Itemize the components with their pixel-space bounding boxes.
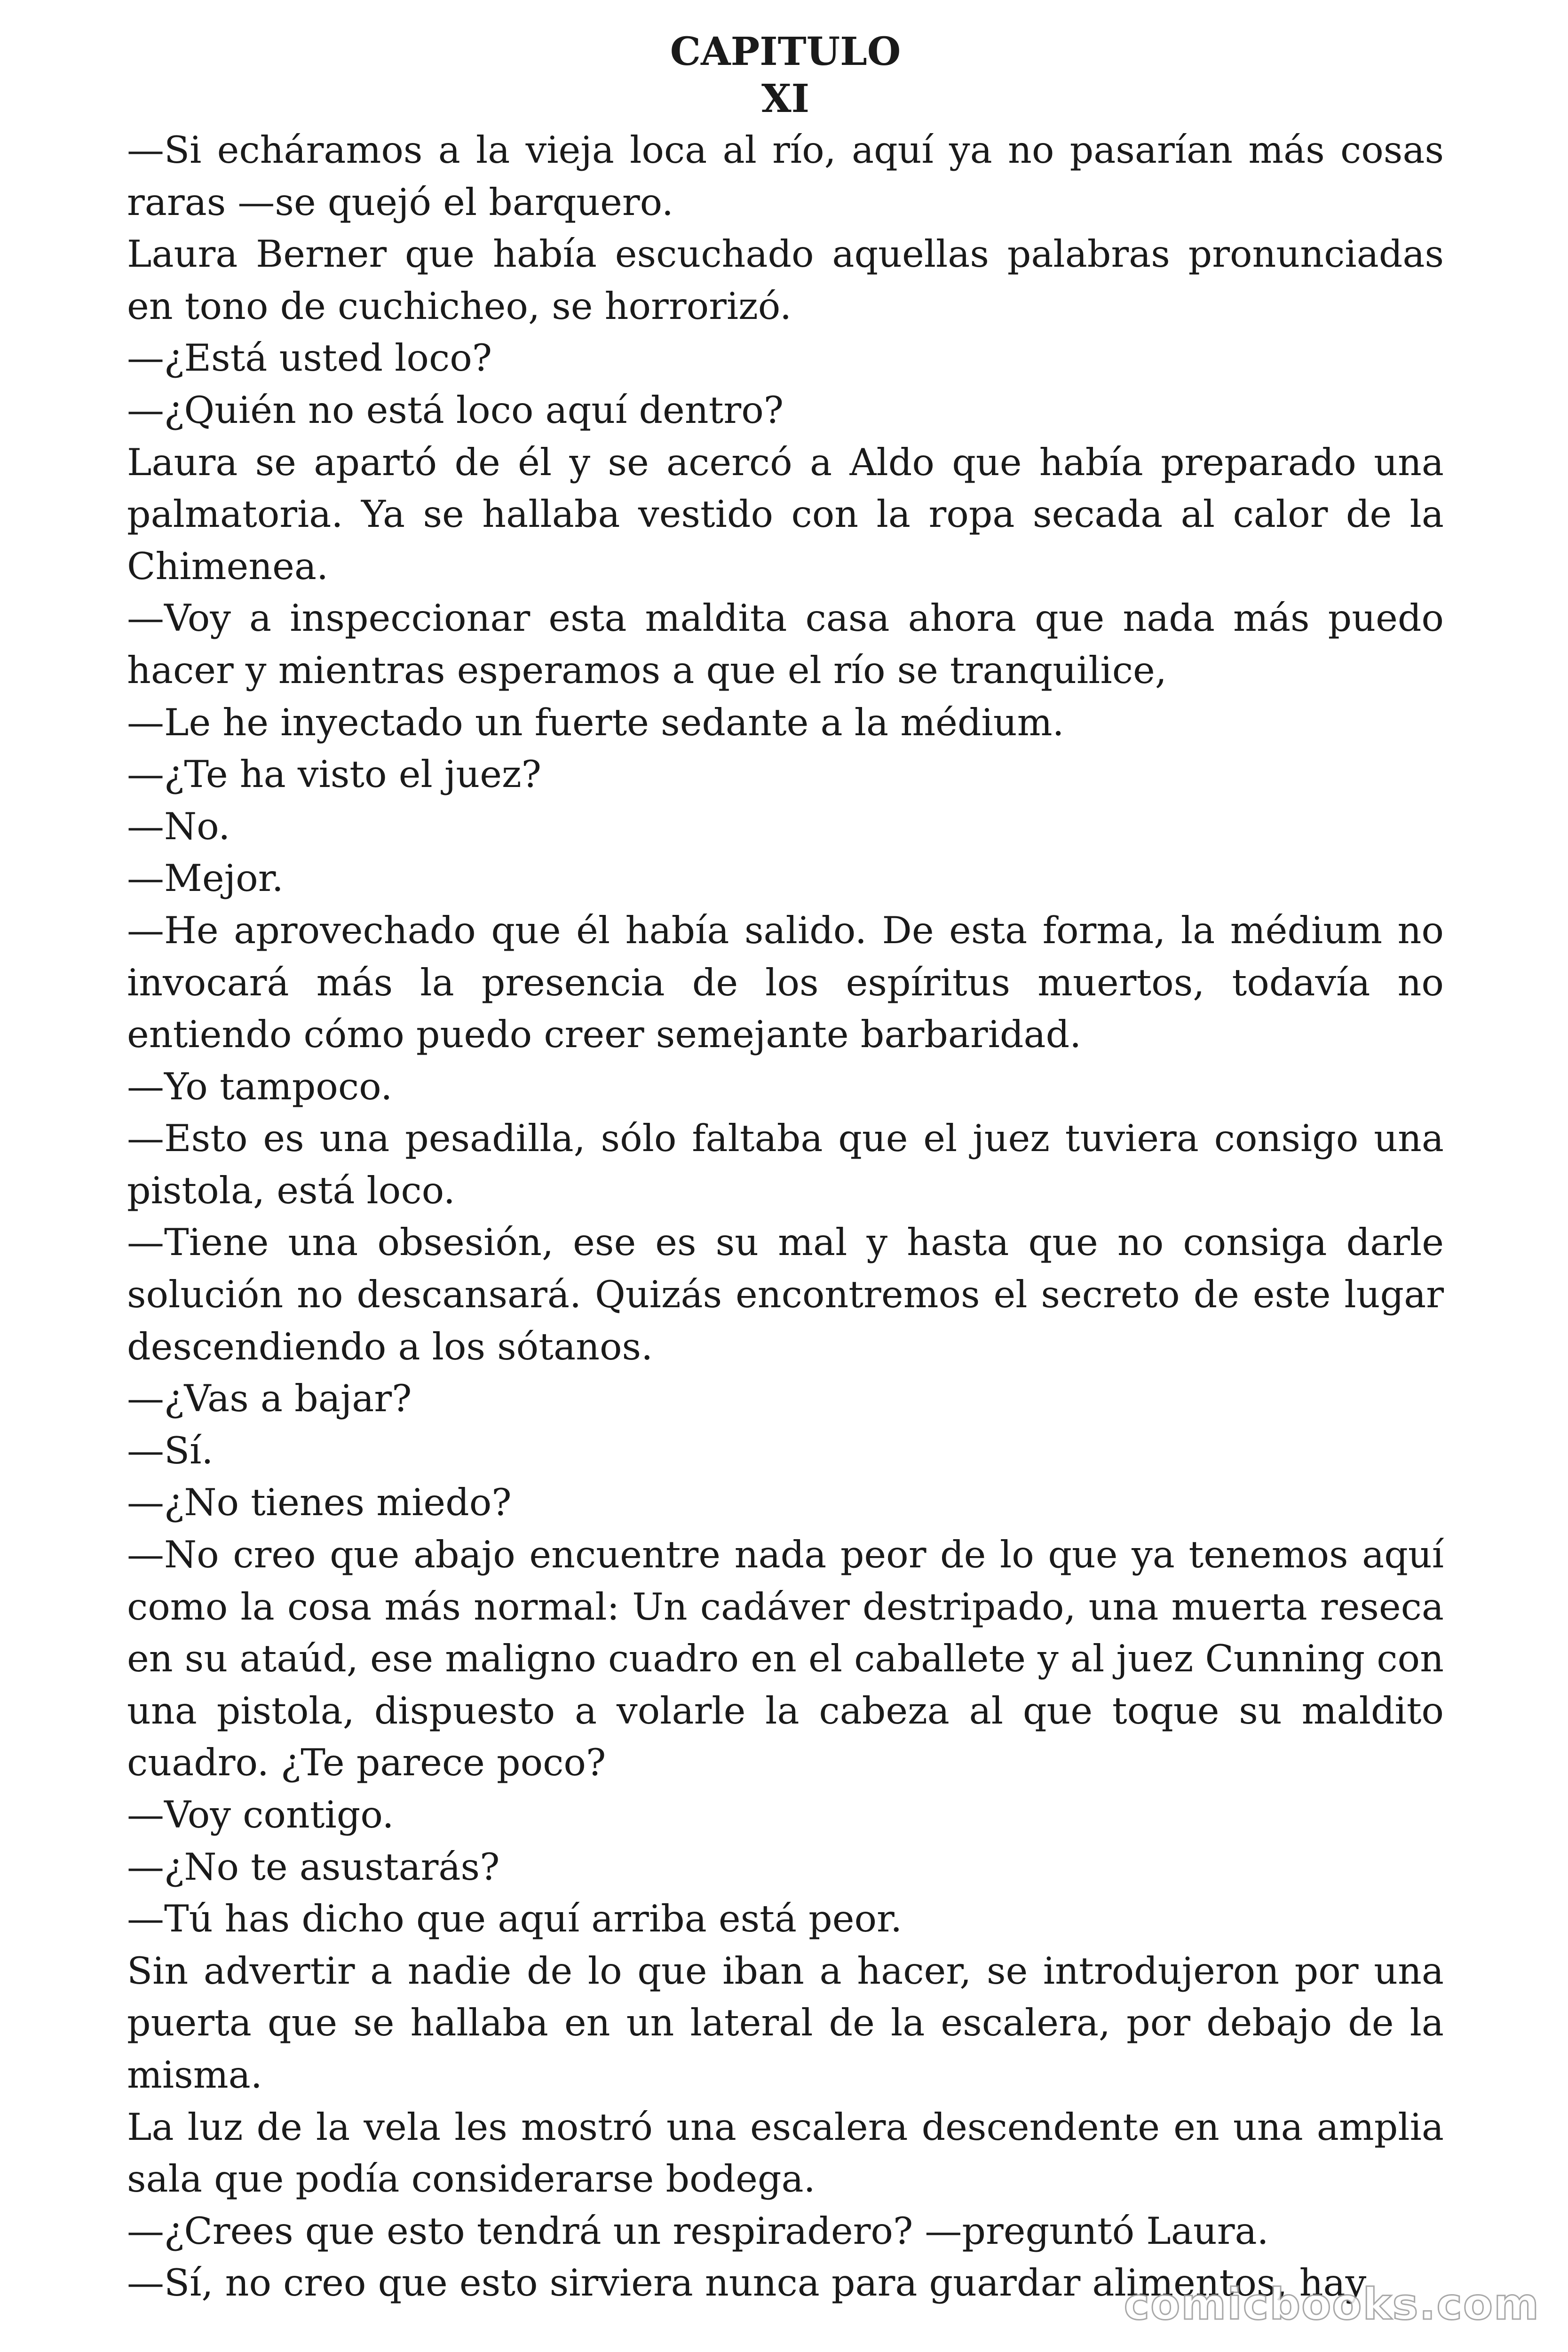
paragraph: —No creo que abajo encuentre nada peor de lo que ya tenemos aquí como la cosa más normal: Un cadáver destripado, una muerta reseca en su ataúd, ese maligno cuadro en el caballete y al juez Cunning con una pistola, dispuesto a volarle la cabeza al que toque su maldito cuadro. ¿Te parece poco? xyxy=(127,1533,1444,1785)
chapter-heading: CAPITULO xyxy=(670,29,901,74)
paragraph: —¿No te asustarás? xyxy=(127,1845,500,1889)
paragraph: —¿No tienes miedo? xyxy=(127,1481,512,1525)
body-text xyxy=(127,124,1444,2309)
paragraph: —Sí. xyxy=(127,1429,214,1472)
paragraph: —¿Quién no está loco aquí dentro? xyxy=(127,388,784,432)
paragraph: —Voy a inspeccionar esta maldita casa ahora que nada más puedo hacer y mientras esperamos a que el río se tranquilice, xyxy=(127,596,1444,692)
paragraph: —Sí, no creo que esto sirviera nunca para guardar alimentos, hay xyxy=(127,2261,1367,2305)
paragraph: —Tiene una obsesión, ese es su mal y hasta que no consiga darle solución no descansará. Quizás encontremos el secreto de este lugar descendiendo a los sótanos. xyxy=(127,1221,1444,1368)
paragraph: —No. xyxy=(127,804,230,848)
paragraph: Laura se apartó de él y se acercó a Aldo que había preparado una palmatoria. Ya se hallaba vestido con la ropa secada al calor de la Chimenea. xyxy=(127,440,1444,588)
paragraph: —Esto es una pesadilla, sólo faltaba que el juez tuviera consigo una pistola, está loco. xyxy=(127,1117,1444,1212)
paragraph: Sin advertir a nadie de lo que iban a hacer, se introdujeron por una puerta que se hallaba en un lateral de la escalera, por debajo de la misma. xyxy=(127,1949,1444,2097)
paragraph: —¿Crees que esto tendrá un respiradero? —preguntó Laura. xyxy=(127,2209,1269,2253)
paragraph: Laura Berner que había escuchado aquellas palabras pronunciadas en tono de cuchicheo, se horrorizó. xyxy=(127,232,1444,328)
paragraph: —Tú has dicho que aquí arriba está peor. xyxy=(127,1897,903,1941)
paragraph: —Mejor. xyxy=(127,857,284,900)
paragraph: —¿Está usted loco? xyxy=(127,336,492,380)
paragraph: —Si echáramos a la vieja loca al río, aquí ya no pasarían más cosas raras —se quejó el barquero. xyxy=(127,128,1444,224)
paragraph: —Le he inyectado un fuerte sedante a la médium. xyxy=(127,700,1064,744)
paragraph: La luz de la vela les mostró una escalera descendente en una amplia sala que podía considerarse bodega. xyxy=(127,2105,1444,2201)
paragraph: —Yo tampoco. xyxy=(127,1065,393,1108)
paragraph: —He aprovechado que él había salido. De esta forma, la médium no invocará más la presencia de los espíritus muertos, todavía no entiendo cómo puedo creer semejante barbaridad. xyxy=(127,908,1444,1057)
paragraph: —¿Te ha visto el juez? xyxy=(127,753,541,796)
paragraph: —¿Vas a bajar? xyxy=(127,1377,412,1421)
paragraph: —Voy contigo. xyxy=(127,1793,394,1836)
watermark-logo: comicbooks.com xyxy=(1124,2279,1540,2329)
chapter-number: XI xyxy=(761,76,809,121)
book-page xyxy=(127,28,1444,2309)
